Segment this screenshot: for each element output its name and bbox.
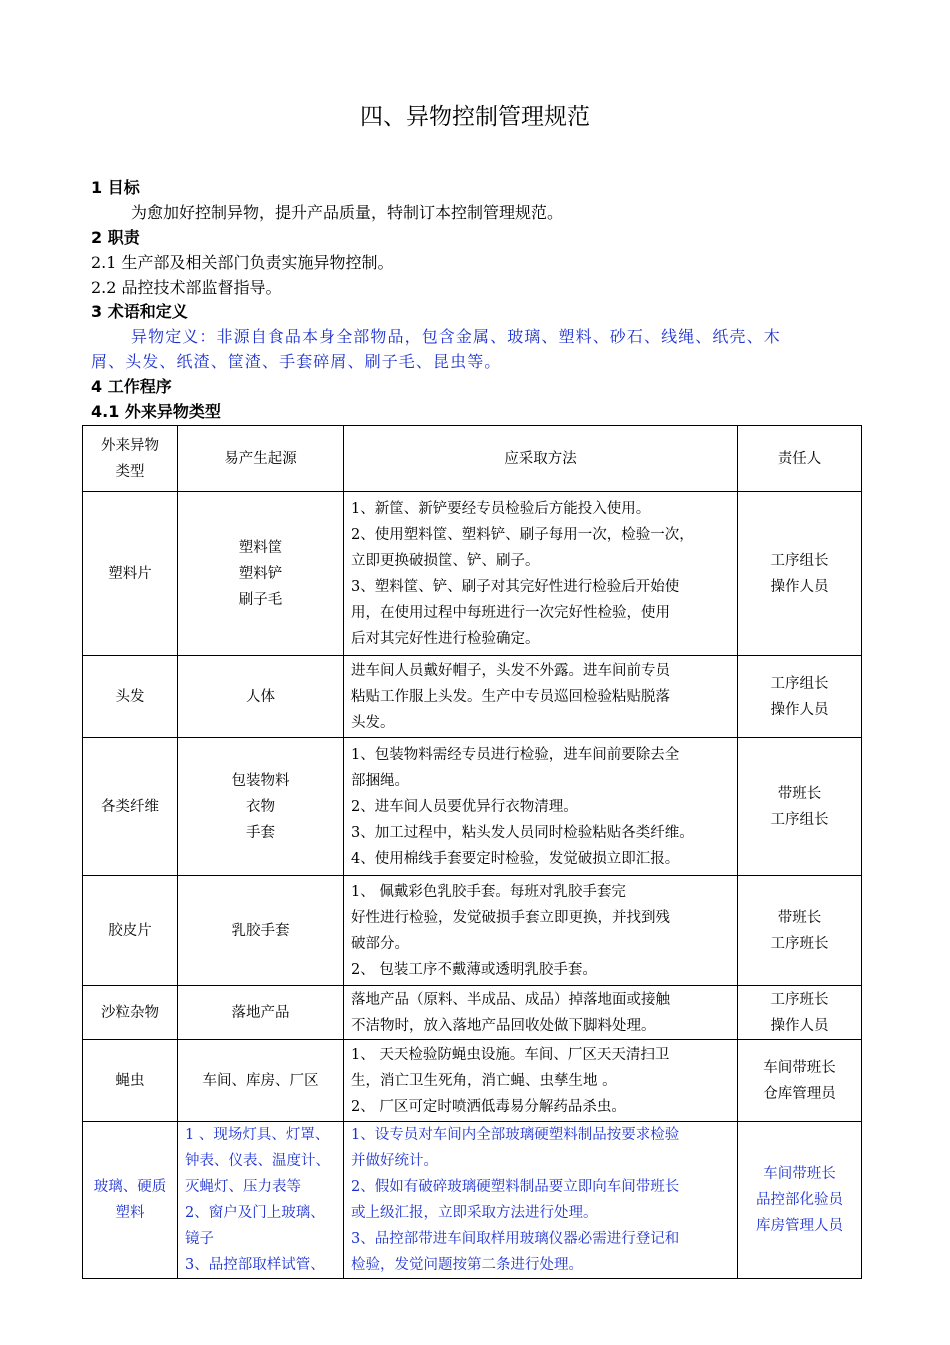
cell-source-line: 塑料铲 [238,565,283,582]
cell-owner-line: 车间带班长 [763,1059,836,1076]
cell-method-line: 或上级汇报，立即采取方法进行处理。 [351,1205,598,1221]
cell-owner-line: 工序班长 [770,991,829,1008]
table-row [83,876,862,986]
cell-method-line: 3、加工过程中，粘头发人员同时检验粘贴各类纤维。 [351,824,694,841]
cell-type [83,876,178,986]
cell-owner [738,986,862,1040]
cell-type-line: 塑料片 [108,565,152,582]
cell-source-line: 塑料筐 [238,539,283,556]
cell-source-line: 车间、库房、厂区 [202,1072,319,1089]
cell-type-line: 玻璃、硬质 [93,1179,167,1195]
cell-type-line: 头发 [115,688,145,705]
section-3-heading: 3 术语和定义 [91,302,188,321]
cell-source-line: 包装物料 [231,772,290,789]
cell-owner-line: 库房管理人员 [756,1218,843,1234]
cell-source [178,656,344,738]
cell-method [344,986,738,1040]
cell-owner-line: 仓库管理员 [763,1085,836,1102]
cell-method [344,876,738,986]
cell-method-line: 4、使用棉线手套要定时检验，发觉破损立即汇报。 [351,850,680,867]
cell-type [83,738,178,876]
table-row [83,738,862,876]
cell-method [344,492,738,656]
cell-source [178,492,344,656]
cell-owner-line: 操作人员 [770,578,829,595]
cell-method-line: 用，在使用过程中每班进行一次完好性检验，使用 [351,604,670,621]
section-4-1-heading: 4.1 外来异物类型 [91,402,221,421]
cell-method-line: 破部分。 [351,935,409,952]
section-2-1: 2.1 生产部及相关部门负责实施异物控制。 [91,253,394,272]
cell-method-line: 好性进行检验，发觉破损手套立即更换，并找到残 [351,909,670,926]
cell-method [344,656,738,738]
cell-method-line: 2、假如有破碎玻璃硬塑料制品要立即向车间带班长 [351,1179,680,1195]
cell-owner-line: 工序组长 [770,675,829,692]
cell-method-line: 粘贴工作服上头发。生产中专员巡回检验粘贴脱落 [351,688,670,705]
cell-owner [738,1040,862,1122]
page-title: 四、异物控制管理规范 [360,104,590,130]
cell-type [83,1122,178,1279]
cell-source [178,986,344,1040]
cell-source-line: 刷子毛 [238,591,283,608]
cell-type-line: 沙粒杂物 [101,1004,159,1021]
section-4-heading: 4 工作程序 [91,377,172,396]
cell-owner-line: 工序组长 [770,552,829,569]
cell-source [178,1122,344,1279]
cell-method-line: 3、塑料筐、铲、刷子对其完好性进行检验后开始使 [351,578,680,595]
cell-owner-line: 工序组长 [770,811,829,828]
cell-type-line: 各类纤维 [101,798,159,815]
header-method: 应采取方法 [344,426,738,492]
cell-source [178,876,344,986]
cell-method-line: 1、包装物料需经专员进行检验，进车间前要除去全 [351,746,680,763]
section-2-heading: 2 职责 [91,228,140,247]
cell-method-line: 并做好统计。 [351,1153,438,1169]
cell-source-line: 衣物 [246,798,275,815]
cell-source-line: 1 、现场灯具、灯罩、 [185,1127,330,1143]
cell-owner-line: 品控部化验员 [756,1192,843,1208]
cell-method-line: 3、品控部带进车间取样用玻璃仪器必需进行登记和 [351,1231,680,1247]
cell-owner-line: 车间带班长 [763,1166,836,1182]
cell-owner-line: 操作人员 [770,1017,829,1034]
table-header-row [83,426,862,492]
cell-method-line: 2、使用塑料筐、塑料铲、刷子每用一次，检验一次， [351,526,694,543]
cell-owner-line: 工序班长 [770,935,829,952]
cell-method-line: 不洁物时，放入落地产品回收处做下脚料处理。 [351,1017,656,1034]
cell-owner-line: 带班长 [777,909,822,926]
section-3-definition-line1: 异物定义：非源自食品本身全部物品，包含金属、玻璃、塑料、砂石、线绳、纸壳、木 [131,327,781,346]
cell-owner [738,656,862,738]
cell-method-line: 落地产品（原料、半成品、成品）掉落地面或接触 [351,991,670,1008]
cell-owner [738,492,862,656]
cell-source [178,738,344,876]
cell-method-line: 立即更换破损筐、铲、刷子。 [351,552,540,569]
cell-owner [738,1122,862,1279]
table-row [83,1122,862,1279]
cell-method-line: 后对其完好性进行检验确定。 [351,630,540,647]
cell-method-line: 1、设专员对车间内全部玻璃硬塑料制品按要求检验 [351,1127,680,1143]
cell-source [178,1040,344,1122]
cell-source-line: 2、窗户及门上玻璃、 [185,1205,325,1221]
cell-method-line: 检验，发觉问题按第二条进行处理。 [351,1257,583,1273]
cell-type-line: 蝇虫 [115,1072,145,1089]
cell-owner [738,876,862,986]
table-row [83,986,862,1040]
cell-type [83,986,178,1040]
cell-method-line: 2、 包装工序不戴薄或透明乳胶手套。 [351,961,597,978]
header-source: 易产生起源 [178,426,344,492]
cell-method-line: 部捆绳。 [351,772,409,789]
table-row [83,1040,862,1122]
table-row [83,492,862,656]
foreign-matter-table [82,425,862,1279]
cell-owner-line: 带班长 [777,785,822,802]
cell-type [83,1040,178,1122]
cell-method-line: 2、 厂区可定时喷洒低毒易分解药品杀虫。 [351,1098,626,1115]
cell-source-line: 3、品控部取样试管、 [185,1257,325,1273]
cell-method [344,738,738,876]
cell-method-line: 1、 佩戴彩色乳胶手套。每班对乳胶手套完 [351,883,626,900]
header-owner: 责任人 [738,426,862,492]
section-2-2: 2.2 品控技术部监督指导。 [91,278,282,297]
cell-source-line: 乳胶手套 [231,922,290,939]
cell-method [344,1040,738,1122]
cell-method-line: 生，消亡卫生死角，消亡蝇、虫孳生地 。 [351,1072,617,1089]
cell-source-line: 落地产品 [231,1004,290,1021]
cell-type-line: 塑料 [115,1205,145,1221]
cell-source-line: 镜子 [185,1231,214,1247]
cell-owner [738,738,862,876]
cell-owner-line: 操作人员 [770,701,829,718]
cell-method-line: 头发。 [351,714,395,731]
cell-method-line: 1、新筐、新铲要经专员检验后方能投入使用。 [351,500,651,517]
section-1-text: 为愈加好控制异物，提升产品质量，特制订本控制管理规范。 [131,203,564,222]
cell-method-line: 1、 天天检验防蝇虫设施。车间、厂区天天清扫卫 [351,1046,670,1063]
cell-type [83,656,178,738]
cell-source-line: 钟表、仪表、温度计、 [185,1153,330,1169]
cell-method-line: 进车间人员戴好帽子，头发不外露。进车间前专员 [351,662,670,679]
cell-method-line: 2、进车间人员要优异行衣物清理。 [351,798,578,815]
cell-source-line: 灭蝇灯、压力表等 [185,1179,301,1195]
cell-source-line: 人体 [246,688,275,705]
section-1-heading: 1 目标 [91,178,140,197]
cell-type [83,492,178,656]
section-3-definition-line2: 屑、头发、纸渣、筐渣、手套碎屑、刷子毛、昆虫等。 [91,352,502,371]
cell-type-line: 胶皮片 [108,922,152,939]
header-type: 外来异物 类型 [83,426,178,492]
table-row [83,656,862,738]
cell-method [344,1122,738,1279]
cell-source-line: 手套 [246,824,275,841]
